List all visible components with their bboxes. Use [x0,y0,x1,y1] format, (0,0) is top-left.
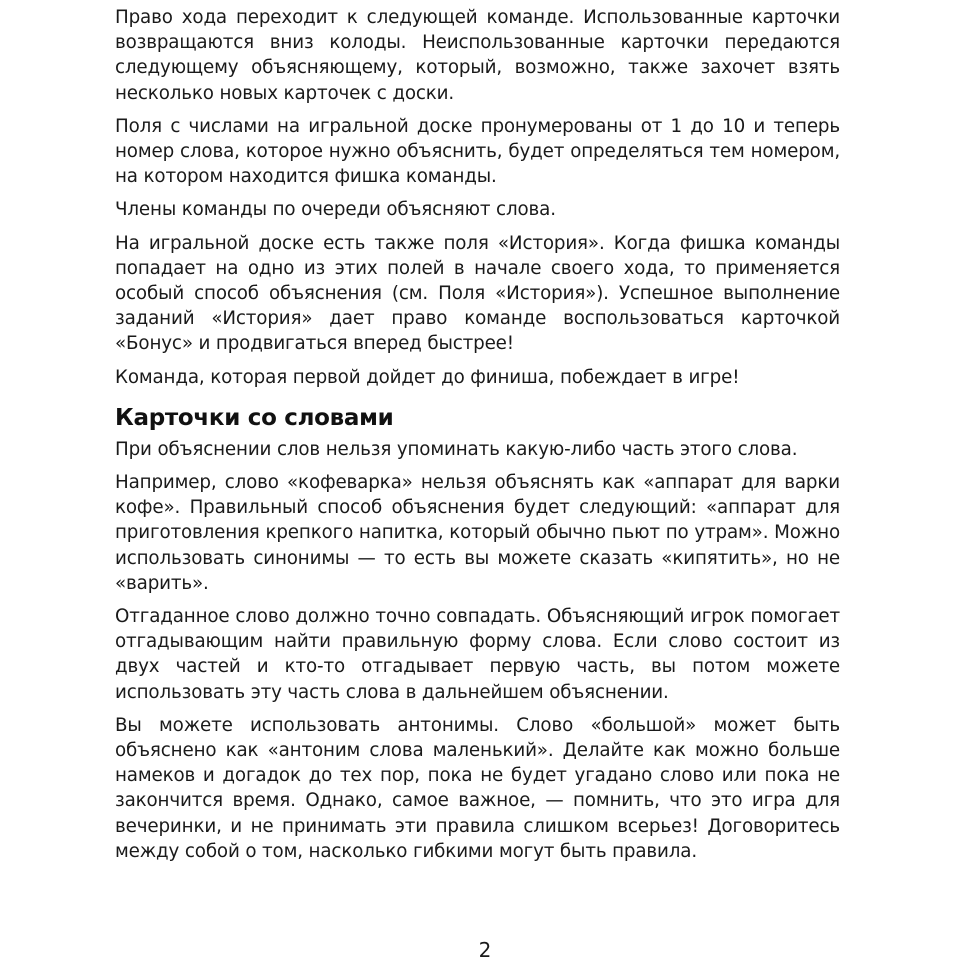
page-number: 2 [478,938,492,962]
paragraph-history-fields: На игральной доске есть также поля «История». Когда фишка команды попадает на одно из этих полей в начале своего хода, то применяется особый способ объяснения (см. Поля «История»). Успешное выполнение заданий «История» дает право команде воспользоваться карточкой «Бонус» и продвигаться вперед быстрее! [115,232,840,355]
paragraph-example: Например, слово «кофеварка» нельзя объяснять как «аппарат для варки кофе». Правильный способ объяснения будет следующий: «аппарат для приготовления крепкого напитка, который обычно пьют по утрам». Можно использовать синонимы — то есть вы можете сказать «кипятить», но не «варить». [115,472,840,594]
paragraph-team-members: Члены команды по очереди объясняют слова. [115,199,556,221]
paragraph-exact-match: Отгаданное слово должно точно совпадать. Объясняющий игрок помогает отгадывающим найти правильную форму слова. Если слово состоит из двух частей и кто-то отгадывает первую часть, вы потом можете использовать эту часть слова в дальнейшем объяснении. [115,606,840,703]
paragraph-turn-passes: Право хода переходит к следующей команде. Использованные карточки возвращаются вниз колоды. Неиспользованные карточки передаются следующему объясняющему, который, возможно, также захочет взять несколько новых карточек с доски. [115,7,840,104]
paragraph-numbered-fields: Поля с числами на игральной доске пронумерованы от 1 до 10 и теперь номер слова, которое нужно объяснить, будет определяться тем номером, на котором находится фишка команды. [115,115,840,188]
paragraph-no-word-parts: При объяснении слов нельзя упоминать какую-либо часть этого слова. [115,438,798,460]
paragraph-winner: Команда, которая первой дойдет до финиша, побеждает в игре! [115,366,740,388]
paragraph-antonyms: Вы можете использовать антонимы. Слово «большой» может быть объяснено как «антоним слова маленький». Делайте как можно больше намеков и догадок до тех пор, пока не будет угадано слово или пока не закончится время. Однако, самое важное, — помнить, что это игра для вечеринки, и не принимать эти правила слишком всерьез! Договоритесь между собой о том, насколько гибкими могут быть правила. [115,714,840,862]
section-heading: Карточки со словами [115,404,394,431]
